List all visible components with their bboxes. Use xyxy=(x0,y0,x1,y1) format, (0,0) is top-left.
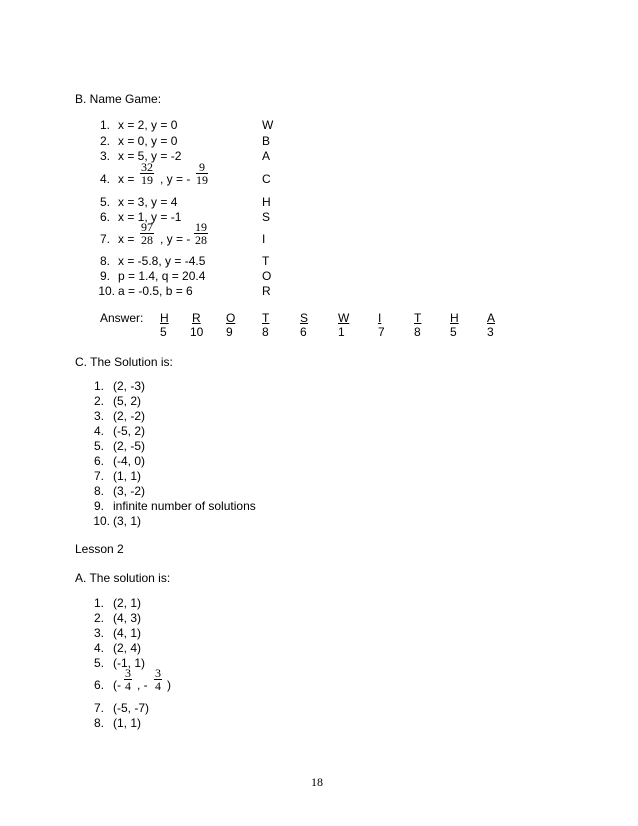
list-item-text: (3, 1) xyxy=(113,514,142,528)
list-item-text: (-5, -7) xyxy=(113,701,149,715)
list-number: 5. xyxy=(93,439,104,453)
answer-letter: R xyxy=(192,311,201,325)
list-item-text: infinite number of solutions xyxy=(113,499,256,513)
list-item-text: (1, 1) xyxy=(113,469,142,483)
lesson-subheading: A. The solution is: xyxy=(75,571,171,585)
list-item-letter: A xyxy=(262,149,271,163)
list-item-text: x = 3, y = 4 xyxy=(118,195,178,209)
list-number: 6. xyxy=(93,454,104,468)
list-item-letter: I xyxy=(262,232,266,246)
list-number: 8. xyxy=(99,254,110,268)
fraction: $\frac{32}{19}$ xyxy=(141,160,153,187)
list-number: 3. xyxy=(99,149,110,163)
list-number: 7. xyxy=(93,701,104,715)
answer-number: 1 xyxy=(338,325,345,339)
fraction: $\frac{19}{28}$ xyxy=(195,220,207,247)
list-item-text: (4, 1) xyxy=(113,626,142,640)
list-item-text: (3, -2) xyxy=(113,484,146,498)
fraction: $\frac{9}{19}$ xyxy=(196,160,208,187)
answer-letter: O xyxy=(226,311,236,325)
list-number: 6. xyxy=(99,210,110,224)
list-number: 1. xyxy=(99,118,110,132)
list-item-text: (5, 2) xyxy=(113,394,142,408)
list-item-text: (-5, 2) xyxy=(113,424,146,438)
list-number: 2. xyxy=(93,394,104,408)
list-number: 5. xyxy=(99,195,110,209)
fraction: $\frac{3}{4}$ xyxy=(125,666,131,693)
list-number: 3. xyxy=(93,626,104,640)
list-item-letter: S xyxy=(262,210,271,224)
answer-letter: H xyxy=(450,311,459,325)
answer-number: 7 xyxy=(378,325,385,339)
fraction: $\frac{3}{4}$ xyxy=(155,666,161,693)
answer-letter: A xyxy=(487,311,496,325)
answer-letter: T xyxy=(262,311,270,325)
list-item-text: x = 1, y = -1 xyxy=(118,210,182,224)
list-number: 10. xyxy=(93,514,110,528)
answer-number: 6 xyxy=(300,325,307,339)
section-c-heading: C. The Solution is: xyxy=(75,355,173,369)
list-item-letter: W xyxy=(262,118,274,132)
list-item-mid: , y = - xyxy=(160,232,191,246)
answer-number: 9 xyxy=(226,325,233,339)
list-item-text: x = 5, y = -2 xyxy=(118,149,182,163)
list-item-letter: R xyxy=(262,284,271,298)
list-item-text: (2, 1) xyxy=(113,596,142,610)
list-item-letter: T xyxy=(262,254,270,268)
answer-number: 5 xyxy=(160,325,167,339)
list-item-prefix: x = xyxy=(118,172,135,186)
list-number: 9. xyxy=(99,269,110,283)
list-item-letter: H xyxy=(262,195,271,209)
list-item-text: (-1, 1) xyxy=(113,656,146,670)
answer-letter: I xyxy=(378,311,382,325)
answer-number: 8 xyxy=(262,325,269,339)
list-number: 4. xyxy=(99,172,110,186)
list-item-text: p = 1.4, q = 20.4 xyxy=(118,269,206,283)
list-number: 1. xyxy=(93,596,104,610)
list-item-text: x = 0, y = 0 xyxy=(118,134,178,148)
list-number: 8. xyxy=(93,484,104,498)
answer-number: 8 xyxy=(414,325,421,339)
fraction: $\frac{97}{28}$ xyxy=(141,220,153,247)
list-item-text: (2, 4) xyxy=(113,641,142,655)
list-item-text: (2, -5) xyxy=(113,439,146,453)
list-number: 4. xyxy=(93,641,104,655)
list-number: 5. xyxy=(93,656,104,670)
answer-label: Answer: xyxy=(100,311,144,325)
list-number: 9. xyxy=(93,499,104,513)
list-item-text: x = -5.8, y = -4.5 xyxy=(118,254,206,268)
list-item-text: (2, -3) xyxy=(113,379,146,393)
list-item-mid: , - xyxy=(137,678,148,692)
page-number: 18 xyxy=(311,775,323,789)
list-number: 1. xyxy=(93,379,104,393)
list-item-letter: B xyxy=(262,134,271,148)
answer-number: 3 xyxy=(487,325,494,339)
answer-number: 5 xyxy=(450,325,457,339)
list-item-text: (2, -2) xyxy=(113,409,146,423)
list-item-mid: , y = - xyxy=(160,172,191,186)
list-number: 7. xyxy=(93,469,104,483)
list-item-close: ) xyxy=(167,678,171,692)
answer-number: 10 xyxy=(190,325,204,339)
list-item-open: (- xyxy=(113,678,121,692)
list-number: 7. xyxy=(99,232,110,246)
list-number: 3. xyxy=(93,409,104,423)
list-item-prefix: x = xyxy=(118,232,135,246)
list-number: 2. xyxy=(93,611,104,625)
list-item-text: (1, 1) xyxy=(113,716,142,730)
list-item-text: (4, 3) xyxy=(113,611,142,625)
list-item-letter: C xyxy=(262,172,271,186)
list-number: 2. xyxy=(99,134,110,148)
list-number: 8. xyxy=(93,716,104,730)
list-number: 6. xyxy=(93,678,104,692)
lesson-heading: Lesson 2 xyxy=(75,542,124,556)
list-item-text: x = 2, y = 0 xyxy=(118,118,178,132)
answer-letter: T xyxy=(414,311,422,325)
answer-letter: H xyxy=(160,311,169,325)
list-number: 10. xyxy=(98,284,115,298)
answer-letter: S xyxy=(300,311,309,325)
answer-letter: W xyxy=(338,311,350,325)
section-b-heading: B. Name Game: xyxy=(75,92,162,106)
list-item-text: (-4, 0) xyxy=(113,454,146,468)
list-number: 4. xyxy=(93,424,104,438)
list-item-text: a = -0.5, b = 6 xyxy=(118,284,193,298)
list-item-letter: O xyxy=(262,269,272,283)
